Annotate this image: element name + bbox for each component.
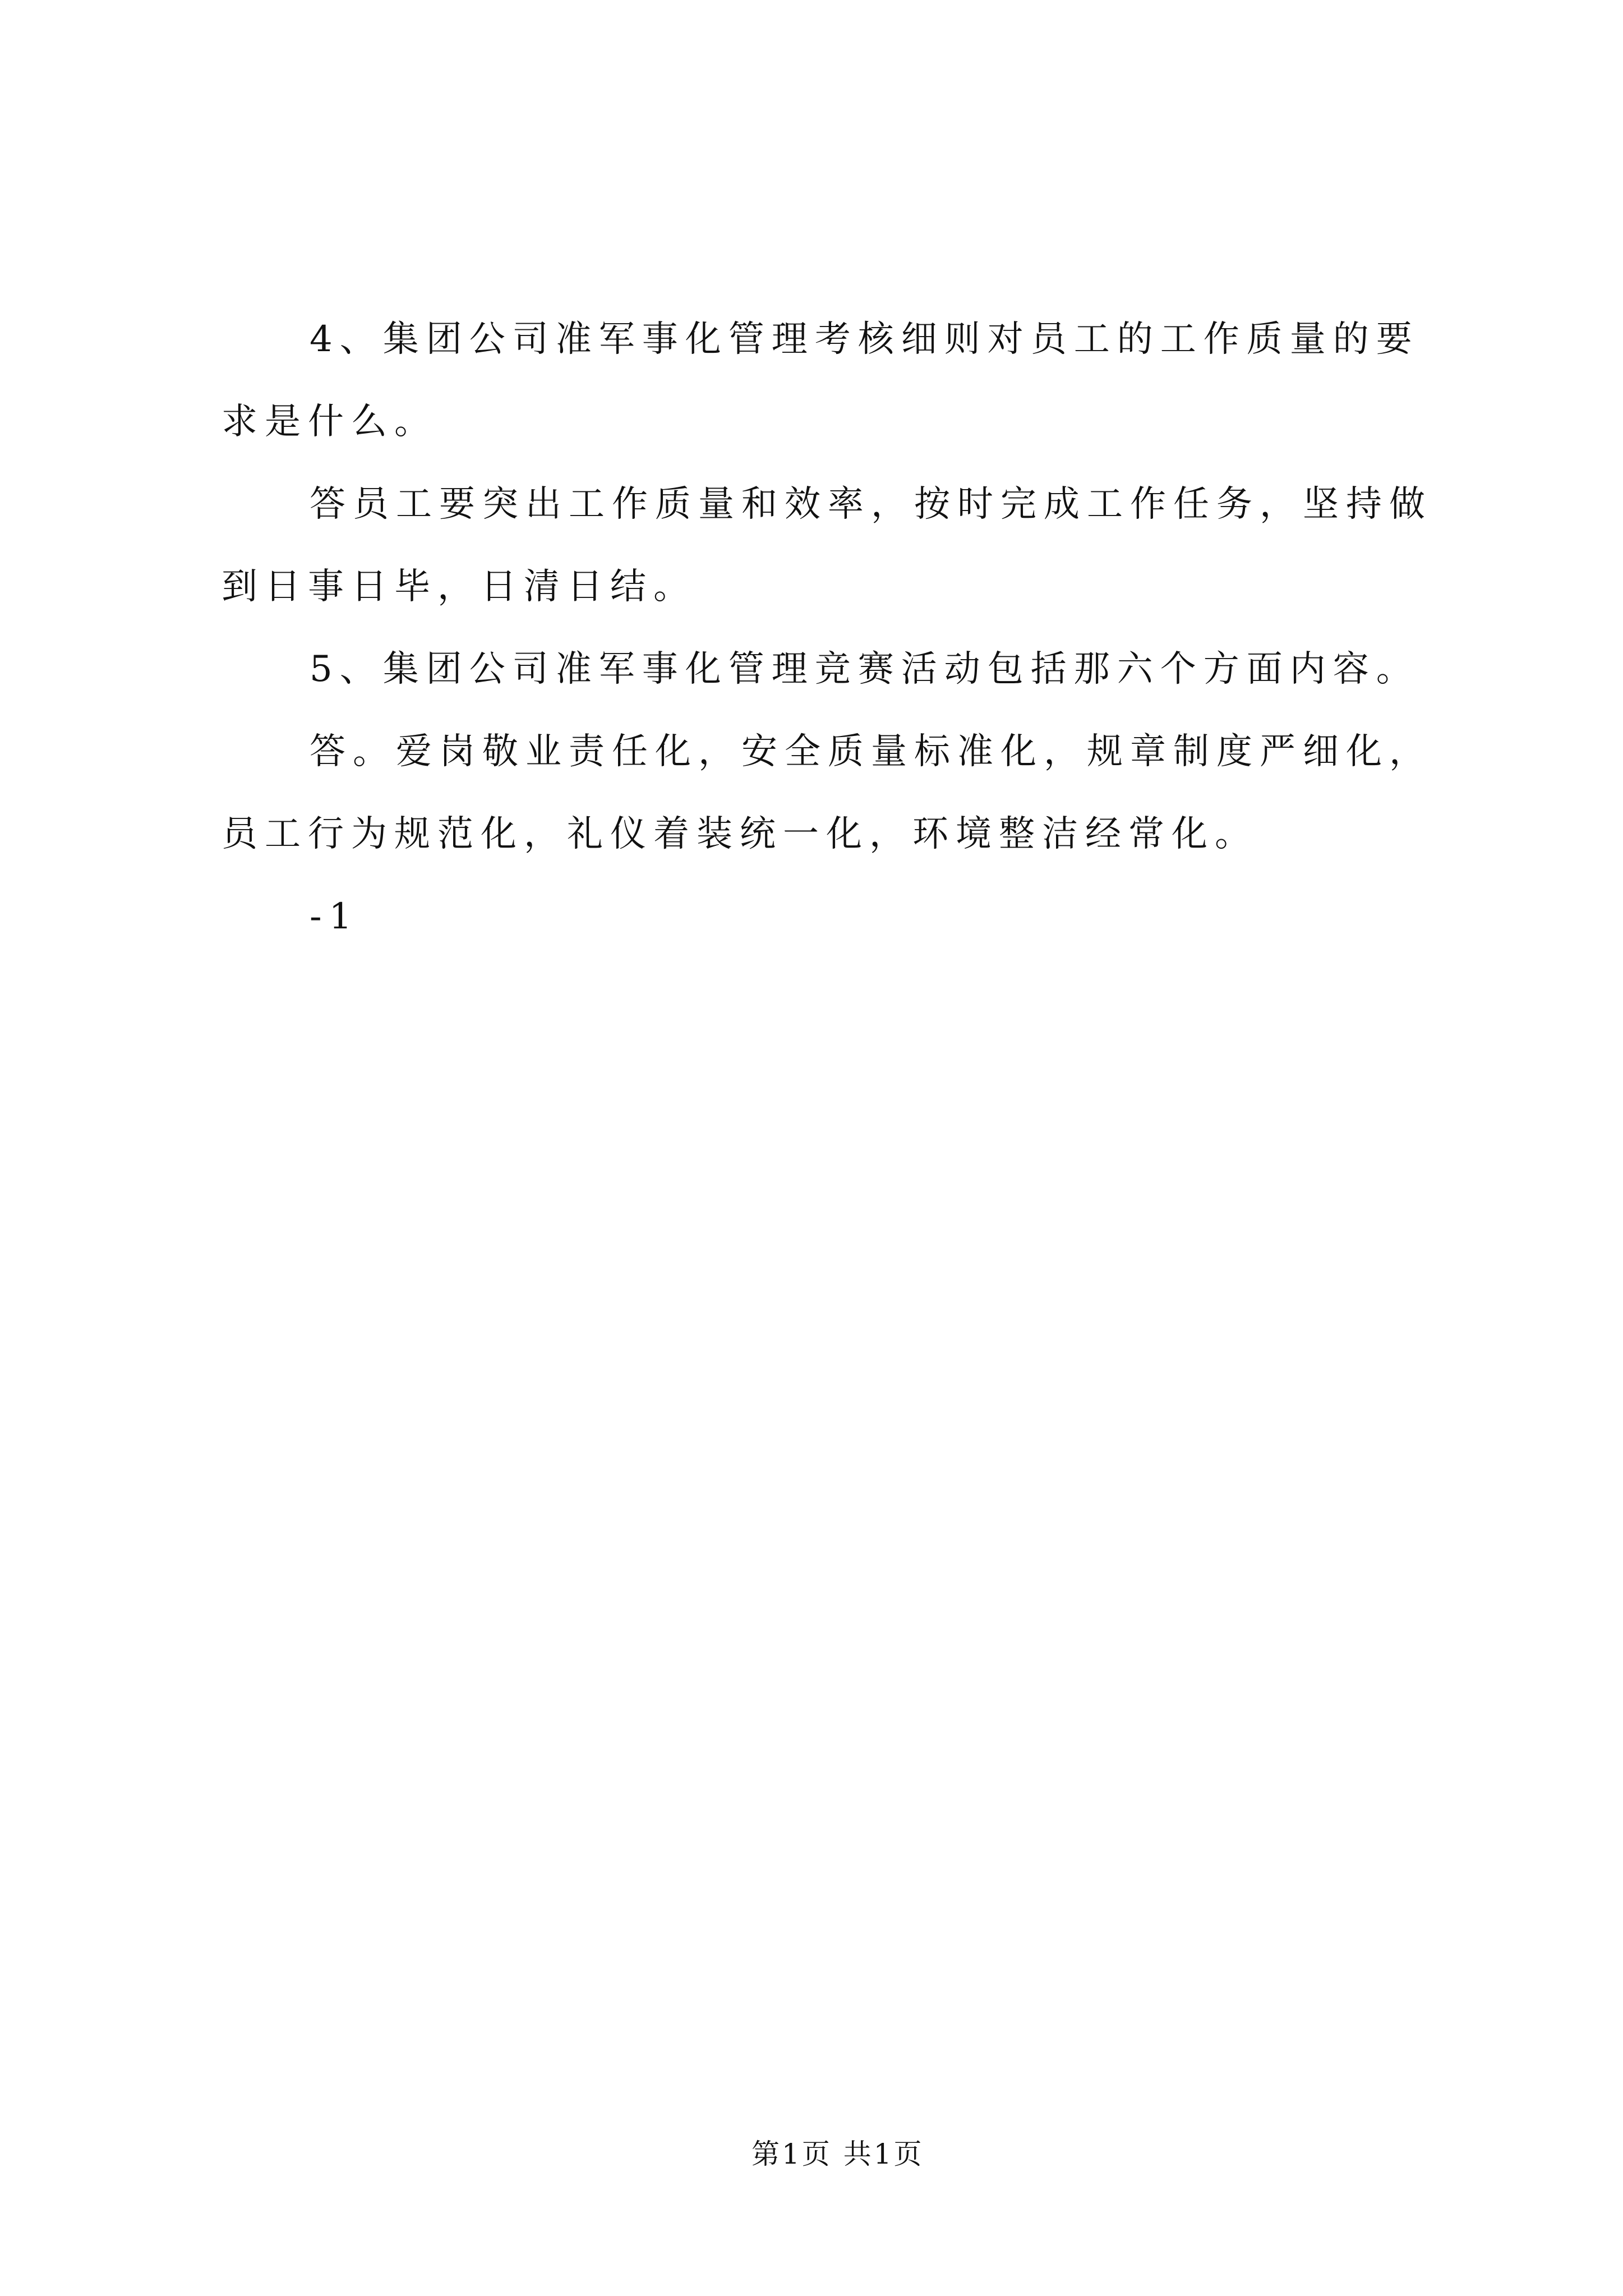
answer-4-paragraph <box>222 463 1511 628</box>
paragraph-line: 答员工要突出工作质量和效率，按时完成工作任务，坚持做 <box>310 484 1432 525</box>
paragraph-line: 到日事日毕，日清日结。 <box>222 566 697 608</box>
page-footer: 第1页 共1页 <box>751 2138 924 2170</box>
paragraph-line: 4、集团公司准军事化管理考核细则对员工的工作质量的要 <box>310 319 1419 360</box>
question-4-paragraph <box>222 298 1511 463</box>
paragraph-line: -1 <box>310 896 359 937</box>
paragraph-line: 答。爱岗敬业责任化，安全质量标准化，规章制度严细化， <box>310 731 1432 772</box>
paragraph-line: 员工行为规范化，礼仪着装统一化，环境整洁经常化。 <box>222 813 1258 855</box>
question-5-paragraph <box>222 628 1511 711</box>
answer-5-paragraph <box>222 711 1511 876</box>
paragraph-line: 求是什么。 <box>222 401 437 443</box>
page-marker-paragraph <box>222 876 1511 958</box>
document-body <box>222 298 1511 958</box>
paragraph-line: 5、集团公司准军事化管理竞赛活动包括那六个方面内容。 <box>310 648 1419 690</box>
